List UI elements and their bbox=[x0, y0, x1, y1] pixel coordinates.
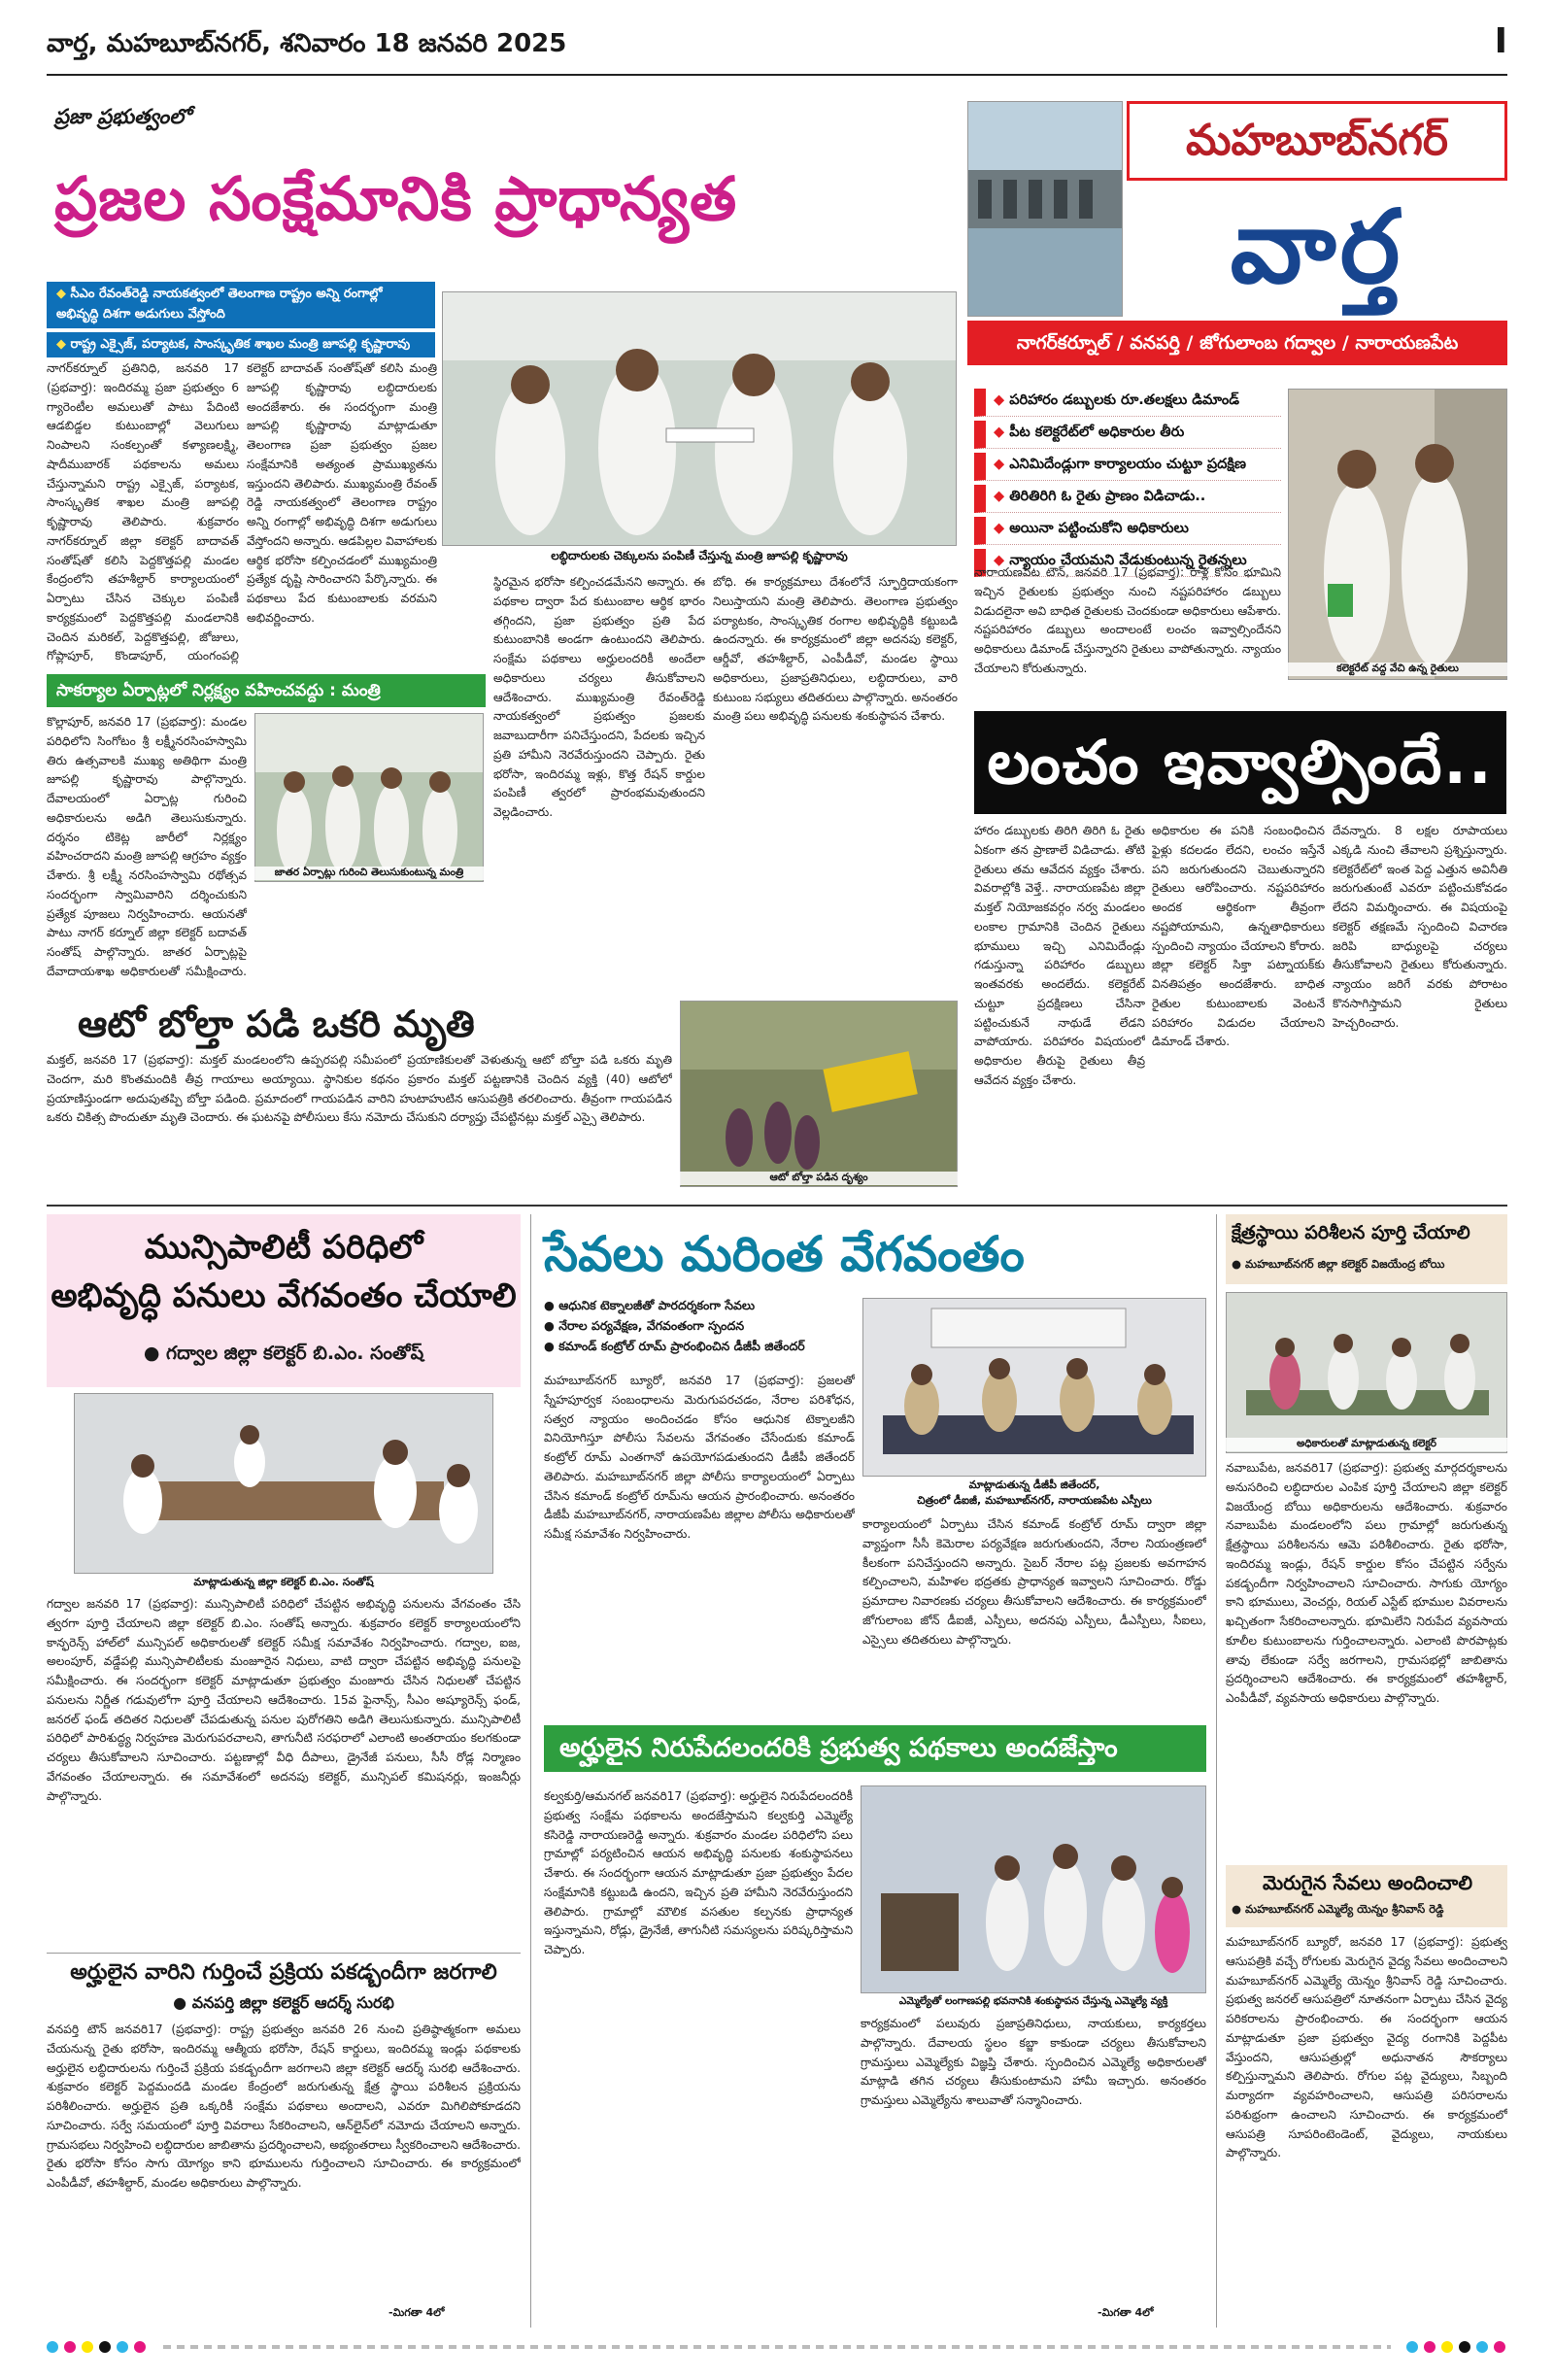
municipal-headline-2: అభివృద్ధి పనులు వేగవంతం చేయాలి bbox=[51, 1276, 517, 1315]
bribe-body-col1: హారం డబ్బులకు తిరిగి తిరిగి ఓ రైతు ఏకంగా తన ప్రాణాలే విడిచాడు. తోటి రైతులు తమ ఆవేదన వ్యక్తం చేశారు. వివరాల్లోకి వెళ్తే.. నారాయణపేట జిల్లా మక్తల్ నియోజకవర్గం నర్వ మండలం లంకాల గ్రామానికి చెందిన రైతులు భూములు ఇచ్చి ఎనిమిదేండ్లు గడుస్తున్నా పరిహారం డబ్బులు ఇంతవరకు అందలేదు. కలెక్టరేట్ చుట్టూ ప్రదక్షిణలు చేసినా పట్టించుకునే నాథుడే లేడని వాపోయారు. పరిహారం విషయంలో అధికారుల తీరుపై రైతులు తీవ్ర ఆవేదన వ్యక్తం చేశారు. bbox=[974, 824, 1145, 1087]
eligible-headline: అర్హులైన వారిని గుర్తించే ప్రక్రియ పకడ్బందీగా జరగాలి bbox=[70, 1960, 497, 1985]
lead-kicker: ప్రజా ప్రభుత్వంలో bbox=[54, 105, 190, 128]
bribe-point: ◆ పీట కలెక్టరేట్‌లో అధికారుల తీరు bbox=[974, 421, 1281, 449]
municipal-head-panel bbox=[47, 1214, 521, 1387]
bribe-body-top: నారాయణపేట టౌన్, జనవరి 17 (ప్రభవార్త): రాళ్ల కోసం భూమిని ఇచ్చిన రైతులకు ప్రభుత్వం నుంచి నష్టపరిహారం డబ్బులు విడుదలైనా అవి బాధిత రైతులకు చెందకుండా అధికారులు ఆపేశారు. నష్టపరిహారం డబ్బులు అందాలంటే లంచం ఇవ్వాల్సిందేనని అధికారులు డిమాండ్ చేస్తున్నారని రైతులు వాపోతున్నారు. న్యాయం చేయాలని కోరుతున్నారు. bbox=[974, 565, 1281, 675]
municipal-photo-image bbox=[75, 1394, 493, 1574]
sankranti-headline: సాకర్యాల ఏర్పాట్లలో నిర్లక్ష్యం వహించవద్దు : మంత్రి bbox=[47, 674, 486, 707]
sankranti-photo-image bbox=[255, 714, 484, 882]
color-dot bbox=[99, 2341, 111, 2353]
bribe-body-col2: అధికారుల ఈ పనికి సంబంధించిన ఫైళ్లు కదలడం లేదని, లంచం ఇస్తేనే పని జరుగుతుందని చెబుతున్నారని రైతులు ఆరోపించారు. నష్టపరిహారం అందక ఆర్థికంగా తీవ్రంగా నష్టపోయామని, ఉన్నతాధికారులు స్పందించి న్యాయం చేయాలని కోరారు. జిల్లా కలెక్టర్ సిక్తా పట్నాయక్‌కు వినతిపత్రం అందజేశారు. బాధిత రైతుల కుటుంబాలకు వెంటనే పరిహారం విడుదల చేయాలని డిమాండ్ చేశారు. bbox=[1152, 824, 1325, 1049]
section-divider bbox=[47, 1205, 1507, 1207]
field-body: నవాబుపేట, జనవరి17 (ప్రభవార్త): ప్రభుత్వ మార్గదర్శకాలను అనుసరించి లబ్ధిదారుల ఎంపిక పూర్తి చేయాలని జిల్లా కలెక్టర్ విజయేంద్ర బోయి అధికారులను ఆదేశించారు. శుక్రవారం నవాబుపేట మండలంలోని పలు గ్రామాల్లో జరుగుతున్న క్షేత్రస్థాయి పరిశీలనను ఆమె పరిశీలించారు. రైతు భరోసా, ఇందిరమ్మ ఇండ్లు, రేషన్ కార్డుల కోసం చేపట్టిన సర్వేను పకడ్బందీగా నిర్వహించాలని సూచించారు. సాగుకు యోగ్యం కాని భూములు, వెంచర్లు, రియల్ ఎస్టేట్ భూముల వివరాలను ఖచ్చితంగా సేకరించాలన్నారు. భూమిలేని నిరుపేద వ్యవసాయ కూలీల కుటుంబాలను గుర్తించాలన్నారు. ఎలాంటి పొరపాట్లకు తావు లేకుండా సర్వే జరగాలని, గ్రామసభల్లో జాబితాను ప్రదర్శించాలని ఆదేశించారు. ఈ కార్యక్రమంలో తహశీల్దార్, ఎంపీడీవో, వ్యవసాయ అధికారులు పాల్గొన్నారు. bbox=[1226, 1461, 1507, 1706]
bribe-body-col3: దేవన్నారు. 8 లక్షల రూపాయలు ఎక్కడి నుంచి తేవాలని ప్రశ్నిస్తున్నారు. కలెక్టరేట్‌లో ఇంత పెద్ద ఎత్తున అవినీతి జరుగుతుంటే ఎవరూ పట్టించుకోవడం లేదని విమర్శించారు. ఈ విషయంపై కలెక్టర్ తక్షణమే స్పందించి విచారణ జరిపి బాధ్యులపై చర్యలు తీసుకోవాలని రైతులు కోరుతున్నారు. న్యాయం జరిగే వరకు పోరాటం కొనసాగిస్తామని రైతులు హెచ్చరించారు. bbox=[1333, 824, 1507, 1030]
registration-strip bbox=[163, 2345, 1391, 2349]
lead-body-col2: కలెక్టర్ బాదావత్ సంతోష్‌తో కలిసి మంత్రి జూపల్లి కృష్ణారావు లబ్ధిదారులకు అందజేశారు. ఈ సందర్భంగా మంత్రి జూపల్లి కృష్ణారావు మాట్లాడుతూ తెలంగాణ ప్రజా ప్రభుత్వం ప్రజల సంక్షేమానికి అత్యంత ప్రాముఖ్యతను ఇస్తుందని తెలిపారు. ముఖ్యమంత్రి రేవంత్ రెడ్డి నాయకత్వంలో తెలంగాణ రాష్ట్రం అన్ని రంగాల్లో అభివృద్ధి దిశగా అడుగులు వేస్తోందని అన్నారు. ఆడపిల్లల వివాహాలకు ఆర్థిక భరోసా కల్పించడంలో ముఖ్యమంత్రి ప్రత్యేక దృష్టి సారించారని పేర్కొన్నారు. ఈ పథకాలు పేద కుటుంబాలకు వరమని అభివర్ణించారు. bbox=[247, 361, 437, 625]
lead-body-col1: నాగర్‌కర్నూల్ ప్రతినిధి, జనవరి 17 (ప్రభవార్త): ఇందిరమ్మ ప్రజా ప్రభుత్వం 6 గ్యారెంటీల అమలుతో పాటు పేదింటి ఆడబిడ్డల కుటుంబాల్లో వెలుగులు నింపాలని సంకల్పంతో కళ్యాణలక్ష్మి, షాదీముబారక్ పథకాలను అమలు చేస్తున్నామని రాష్ట్ర ఎక్సైజ్, పర్యాటక, సాంస్కృతిక శాఖల మంత్రి జూపల్లి కృష్ణారావు తెలిపారు. శుక్రవారం నాగర్‌కర్నూల్ జిల్లా కలెక్టర్ బాదావత్ సంతోష్‌తో కలిసి పెద్దకొత్తపల్లి మండల కేంద్రంలోని తహశీల్దార్ కార్యాలయంలో ఏర్పాటు చేసిన చెక్కుల పంపిణీ కార్యక్రమంలో పెద్దకొత్తపల్లి మండలానికి చెందిన మరికల్, పెద్దకొత్తపల్లి, జోజులు, గోప్లాపూర్, కొండాపూర్, యంగంపల్లి bbox=[47, 361, 239, 663]
schemes-headline: అర్హులైన నిరుపేదలందరికి ప్రభుత్వ పథకాలు అందజేస్తాం bbox=[544, 1725, 1206, 1772]
sankranti-body: కొల్లాపూర్, జనవరి 17 (ప్రభవార్త): మండల పరిధిలోని సింగోటం శ్రీ లక్ష్మీనరసింహస్వామి తిరు ఉత్సవాలకి ముఖ్య అతిథిగా మంత్రి జూపల్లి కృష్ణారావు పాల్గొన్నారు. దేవాలయంలో ఏర్పాట్ల గురించి అధికారులను అడిగి తెలుసుకున్నారు. దర్శనం టికెట్ల జారీలో నిర్లక్ష్యం వహించరాదని మంత్రి జూపల్లి ఆగ్రహం వ్యక్తం చేశారు. శ్రీ లక్ష్మీ నరసింహస్వామి రథోత్సవ సందర్భంగా స్వామివారిని దర్శించుకుని ప్రత్యేక పూజలు నిర్వహించారు. ఆయనతో పాటు నాగర్ కర్నూల్ జిల్లా కలెక్టర్ బదావత్ సంతోష్ పాల్గొన్నారు. జాతర ఏర్పాట్లపై దేవాదాయశాఖ అధికారులతో సమీక్షించారు. bbox=[47, 715, 247, 978]
bribe-point: ◆ తిరితిరిగి ఓ రైతు ప్రాణం విడిచాడు.. bbox=[974, 485, 1281, 513]
better-byline: ● మహబూబ్‌నగర్ ఎమ్మెల్యే యెన్నం శ్రీనివాస్ రెడ్డి bbox=[1232, 1902, 1503, 1919]
lead-photo-image bbox=[443, 292, 957, 546]
auto-photo bbox=[680, 1001, 958, 1187]
divider bbox=[47, 1953, 521, 1954]
schemes-continued: -మిగతా 4లో bbox=[1098, 2306, 1154, 2319]
eligible-byline: ● వనపర్తి జిల్లా కలెక్టర్ ఆదర్శ్ సురభి bbox=[47, 1993, 521, 2016]
edition-title: మహబూబ్‌నగర్ bbox=[1127, 101, 1507, 181]
schemes-photo bbox=[861, 1785, 1206, 1993]
color-dot bbox=[1424, 2341, 1436, 2353]
dam-photo bbox=[967, 101, 1123, 317]
column-divider bbox=[530, 1214, 531, 2328]
schemes-photo-image bbox=[861, 1786, 1206, 1993]
municipal-byline: ● గద్వాల జిల్లా కలెక్టర్ బి.ఎం. సంతోష్ bbox=[47, 1343, 521, 1369]
services-headline: సేవలు మరింత వేగవంతం bbox=[544, 1226, 1025, 1282]
services-body-col2: కార్యాలయంలో ఏర్పాటు చేసిన కమాండ్ కంట్రోల్ రూమ్ ద్వారా జిల్లా వ్యాప్తంగా సీసీ కెమెరాల పర్యవేక్షణ జరుగుతుందని, నేరాల నియంత్రణలో కీలకంగా పనిచేస్తుందని అన్నారు. సైబర్ నేరాల పట్ల ప్రజలకు అవగాహన కల్పించాలని, మహిళల భద్రతకు ప్రాధాన్యత ఇవ్వాలని సూచించారు. రోడ్డు ప్రమాదాల నివారణకు చర్యలు తీసుకోవాలని ఆదేశించారు. ఈ కార్యక్రమంలో జోగులాంబ జోన్ డీఐజీ, ఎస్పీలు, అదనపు ఎస్పీలు, డీఎస్పీలు, సీఐలు, ఎస్సైలు తదితరులు పాల్గొన్నారు. bbox=[862, 1517, 1206, 1647]
lead-bullet: ◆ రాష్ట్ర ఎక్సైజ్, పర్యాటక, సాంస్కృతిక శాఖల మంత్రి జూపల్లి కృష్ణారావు bbox=[47, 332, 435, 358]
schemes-body-col1: కల్వకుర్తి/ఆమనగల్ జనవరి17 (ప్రభవార్త): అర్హులైన నిరుపేదలందరికీ ప్రభుత్వ సంక్షేమ పథకాలను అందజేస్తామని కల్వకుర్తి ఎమ్మెల్యే కసిరెడ్డి నారాయణరెడ్డి అన్నారు. శుక్రవారం మండల పరిధిలోని పలు గ్రామాల్లో పర్యటించిన ఆయన అభివృద్ధి పనులకు శంకుస్థాపనలు చేశారు. ఈ సందర్భంగా ఆయన మాట్లాడుతూ ప్రజా ప్రభుత్వం పేదల సంక్షేమానికి కట్టుబడి ఉందని, ఇచ్చిన ప్రతి హామీని నెరవేరుస్తుందని తెలిపారు. గ్రామాల్లో మౌలిక వసతుల కల్పనకు ప్రాధాన్యత ఇస్తున్నామని, రోడ్లు, డ్రైనేజీ, తాగునీటి సమస్యలను పరిష్కరిస్తామని చెప్పారు. bbox=[544, 1789, 853, 1957]
auto-photo-caption: ఆటో బోల్తా పడిన దృశ్యం bbox=[680, 1172, 958, 1185]
schemes-body-col2: కార్యక్రమంలో పలువురు ప్రజాప్రతినిధులు, నాయకులు, కార్యకర్తలు పాల్గొన్నారు. దేవాలయ స్థలం కబ్జా కాకుండా చర్యలు తీసుకోవాలని గ్రామస్తులు ఎమ్మెల్యేకు విజ్ఞప్తి చేశారు. స్పందించిన ఎమ్మెల్యే అధికారులతో మాట్లాడి తగిన చర్యలు తీసుకుంటామని హామీ ఇచ్చారు. అనంతరం గ్రామస్తులు ఎమ్మెల్యేను శాలువాతో సన్మానించారు. bbox=[861, 2017, 1206, 2108]
sankranti-photo-caption: జాతర ఏర్పాట్లు గురించి తెలుసుకుంటున్న మంత్రి bbox=[254, 867, 484, 880]
auto-headline: ఆటో బోల్తా పడి ఒకరి మృతి bbox=[78, 1003, 475, 1045]
sankranti-photo bbox=[254, 713, 484, 882]
color-dot bbox=[1441, 2341, 1453, 2353]
color-dot bbox=[134, 2341, 146, 2353]
municipal-photo-caption: మాట్లాడుతున్న జిల్లా కలెక్టర్ బి.ఎం. సంతోష్ bbox=[193, 1576, 374, 1588]
color-dot bbox=[64, 2341, 76, 2353]
masthead bbox=[47, 19, 1507, 76]
services-bullet: ● కమాండ్ కంట్రోల్ రూమ్ ప్రారంభించిన డీజీపీ జితేందర్ bbox=[544, 1339, 855, 1357]
edition-districts: నాగర్‌కర్నూల్ / వనపర్తి / జోగులాంబ గద్వాల / నారాయణపేట bbox=[967, 321, 1507, 365]
farmers-photo bbox=[1288, 389, 1507, 680]
color-dot bbox=[1494, 2341, 1505, 2353]
better-head-panel bbox=[1226, 1865, 1507, 1927]
lead-body-col4: బోధి. ఈ కార్యక్రమాలు దేశంలోనే స్ఫూర్తిదాయకంగా నిలుస్తాయని మంత్రి తెలిపారు. తెలంగాణ ప్రభుత్వం పర్యాటకం, సాంస్కృతిక రంగాల అభివృద్ధికి కట్టుబడి ఉందన్నారు. ఈ కార్యక్రమంలో జిల్లా అదనపు కలెక్టర్, ఆర్డీవో, తహశీల్దార్, ఎంపీడీవో, మండల స్థాయి అధికారులు, ప్రజాప్రతినిధులు, లబ్ధిదారులు, వారి కుటుంబ సభ్యులు తదితరులు పాల్గొన్నారు. అనంతరం మంత్రి పలు అభివృద్ధి పనులకు శంకుస్థాపన చేశారు. bbox=[713, 575, 958, 724]
lead-photo bbox=[442, 291, 957, 546]
bribe-banner: లంచం ఇవ్వాల్సిందే.. bbox=[974, 711, 1506, 814]
field-byline: ● మహబూబ్‌నగర్ జిల్లా కలెక్టర్ విజయేంద్ర బోయి bbox=[1232, 1257, 1503, 1274]
services-body-col1: మహబూబ్‌నగర్ బ్యూరో, జనవరి 17 (ప్రభవార్త): ప్రజలతో స్నేహపూర్వక సంబంధాలను మెరుగుపరచడం, నేరాల పరిశోధన, సత్వర న్యాయం అందించడం కోసం ఆధునిక టెక్నాలజీని వినియోగిస్తూ పోలీసు సేవలను వేగవంతం చేసేందుకు కమాండ్ కంట్రోల్ రూమ్ ఎంతగానో ఉపయోగపడుతుందని డీజీపీ జితేందర్ తెలిపారు. మహబూబ్‌నగర్ జిల్లా పోలీసు కార్యాలయంలో ఏర్పాటు చేసిన కమాండ్ కంట్రోల్ రూమ్‌ను ఆయన ప్రారంభించారు. అనంతరం డీజీపీ మహబూబ్‌నగర్, నారాయణపేట జిల్లాల పోలీసు అధికారులతో సమీక్ష సమావేశం నిర్వహించారు. bbox=[544, 1374, 855, 1542]
page-mark: I bbox=[1494, 21, 1507, 61]
color-dot bbox=[1459, 2341, 1470, 2353]
field-headline: క్షేత్రస్థాయి పరిశీలన పూర్తి చేయాలి bbox=[1232, 1222, 1470, 1243]
eligible-continued: -మిగతా 4లో bbox=[388, 2306, 445, 2319]
varta-logo: వార్త bbox=[1230, 187, 1404, 306]
services-bullets bbox=[544, 1298, 855, 1357]
better-body: మహబూబ్‌నగర్ బ్యూరో, జనవరి 17 (ప్రభవార్త): ప్రభుత్వ ఆసుపత్రికి వచ్చే రోగులకు మెరుగైన వైద్య సేవలు అందించాలని మహబూబ్‌నగర్ ఎమ్మెల్యే యెన్నం శ్రీనివాస్ రెడ్డి సూచించారు. ప్రభుత్వ జనరల్ ఆసుపత్రిలో నూతనంగా ఏర్పాటు చేసిన వైద్య పరికరాలను ప్రారంభించారు. ఈ సందర్భంగా ఆయన మాట్లాడుతూ ప్రజా ప్రభుత్వం వైద్య రంగానికి పెద్దపీట వేస్తుందని, ఆసుపత్రుల్లో అధునాతన సౌకర్యాలు కల్పిస్తున్నామని తెలిపారు. రోగుల పట్ల వైద్యులు, సిబ్బంది మర్యాదగా వ్యవహరించాలని, ఆసుపత్రి పరిసరాలను పరిశుభ్రంగా ఉంచాలని సూచించారు. ఈ కార్యక్రమంలో ఆసుపత్రి సూపరింటెండెంట్, వైద్యులు, నాయకులు పాల్గొన్నారు. bbox=[1226, 1935, 1507, 2160]
field-photo-caption: అధికారులతో మాట్లాడుతున్న కలెక్టర్ bbox=[1226, 1438, 1507, 1451]
schemes-photo-caption: ఎమ్మెల్యేతో లంగాణపల్లి భవనానికి శంకుస్థాపన చేస్తున్న ఎమ్మెల్యే వ్యక్తి bbox=[898, 1995, 1168, 2007]
services-photo bbox=[862, 1298, 1206, 1477]
edition-block bbox=[967, 101, 1507, 375]
field-head-panel bbox=[1226, 1214, 1507, 1284]
services-photo-caption-2: చిత్రంలో డీఐజీ, మహబూబ్‌నగర్, నారాయణపేట ఎస్పీలు bbox=[917, 1494, 1152, 1507]
auto-photo-image bbox=[681, 1002, 958, 1187]
bribe-points bbox=[974, 389, 1281, 581]
field-photo bbox=[1226, 1292, 1507, 1453]
auto-body: మక్తల్, జనవరి 17 (ప్రభవార్త): మక్తల్ మండలంలోని ఉప్పరపల్లి సమీపంలో ప్రయాణికులతో వెళుతున్న ఆటో బోల్తా పడి ఒకరు మృతి చెందగా, మరి కొంతమందికి తీవ్ర గాయాలు అయ్యాయి. స్థానికుల కథనం ప్రకారం మక్తల్ పట్టణానికి చెందిన వ్యక్తి (40) ఆటోలో ప్రయాణిస్తుండగా అదుపుతప్పి బోల్తా పడింది. ప్రమాదంలో గాయపడిన వారిని హుటాహుటిన ఆసుపత్రికి తరలించారు. తీవ్రంగా గాయపడిన ఒకరు చికిత్స పొందుతూ మృతి చెందారు. ఈ ఘటనపై పోలీసులు కేసు నమోదు చేసుకుని దర్యాప్తు చేపట్టినట్లు మక్తల్ ఎస్సై తెలిపారు. bbox=[47, 1053, 672, 1125]
lead-body-col3: స్థిరమైన భరోసా కల్పించడమేనని అన్నారు. ఈ పథకాల ద్వారా పేద కుటుంబాల ఆర్థిక భారం తగ్గిందని, ప్రజా ప్రభుత్వం ప్రతి పేద కుటుంబానికి అండగా ఉంటుందని తెలిపారు. సంక్షేమ పథకాలు అర్హులందరికీ అందేలా అధికారులు చర్యలు తీసుకోవాలని ఆదేశించారు. ముఖ్యమంత్రి రేవంత్‌రెడ్డి నాయకత్వంలో ప్రభుత్వం ప్రజలకు జవాబుదారీగా పనిచేస్తుందని, పేదలకు ఇచ్చిన ప్రతి హామీని నెరవేరుస్తుందని చెప్పారు. రైతు భరోసా, ఇందిరమ్మ ఇళ్లు, కొత్త రేషన్ కార్డుల పంపిణీ త్వరలో ప్రారంభమవుతుందని వెల్లడించారు. bbox=[493, 575, 705, 820]
eligible-body: వనపర్తి టౌన్ జనవరి17 (ప్రభవార్త): రాష్ట్ర ప్రభుత్వం జనవరి 26 నుంచి ప్రతిష్ఠాత్మకంగా అమలు చేయనున్న రైతు భరోసా, ఇందిరమ్మ ఆత్మీయ భరోసా, రేషన్ కార్డులు, ఇందిరమ్మ ఇండ్లు పథకాలకు అర్హులైన లబ్ధిదారులను గుర్తించే ప్రక్రియ పకడ్బందీగా జరగాలని జిల్లా కలెక్టర్ ఆదర్శ్ సురభి ఆదేశించారు. శుక్రవారం కలెక్టర్ పెద్దమందడి మండల కేంద్రంలో జరుగుతున్న క్షేత్ర స్థాయి పరిశీలన ప్రక్రియను పరిశీలించారు. అర్హులైన ప్రతి ఒక్కరికీ సంక్షేమ పథకాలు అందాలని, ఎవరూ మిగిలిపోకూడదని సూచించారు. సర్వే సమయంలో పూర్తి వివరాలు సేకరించాలని, ఆన్‌లైన్‌లో నమోదు చేయాలని అన్నారు. గ్రామసభలు నిర్వహించి లబ్ధిదారుల జాబితాను ప్రదర్శించాలని, అభ్యంతరాలు స్వీకరించాలని ఆదేశించారు. రైతు భరోసా కోసం సాగు యోగ్యం కాని భూములను గుర్తించాలని సూచించారు. ఈ కార్యక్రమంలో ఎంపీడీవో, తహశీల్దార్, మండల అధికారులు పాల్గొన్నారు. bbox=[47, 2023, 521, 2191]
color-dot bbox=[117, 2341, 128, 2353]
color-dot bbox=[1476, 2341, 1488, 2353]
municipal-photo bbox=[74, 1393, 493, 1574]
color-dot bbox=[47, 2341, 58, 2353]
bribe-point: ◆ ఎనిమిదేండ్లుగా కార్యాలయం చుట్టూ ప్రదక్షిణ bbox=[974, 453, 1281, 481]
services-photo-caption-1: మాట్లాడుతున్న డీజీపీ జితేందర్, bbox=[968, 1479, 1100, 1491]
print-color-bar bbox=[47, 2341, 1507, 2357]
color-dot bbox=[1406, 2341, 1418, 2353]
bribe-point: ◆ అయినా పట్టించుకోని అధికారులు bbox=[974, 517, 1281, 545]
services-bullet: ● ఆధునిక టెక్నాలజీతో పారదర్శకంగా సేవలు bbox=[544, 1298, 855, 1316]
lead-bullets bbox=[47, 282, 435, 357]
municipal-body: గద్వాల జనవరి 17 (ప్రభవార్త): మున్సిపాలిటీ పరిధిలో చేపట్టిన అభివృద్ధి పనులను వేగవంతం చేసి త్వరగా పూర్తి చేయాలని జిల్లా కలెక్టర్ బి.ఎం. సంతోష్ అన్నారు. శుక్రవారం కలెక్టర్ కార్యాలయంలోని కాన్ఫరెన్స్ హాల్‌లో మున్సిపల్ అధికారులతో కలెక్టర్ సమీక్ష సమావేశం నిర్వహించారు. గద్వాల, ఐజ, అలంపూర్, వడ్డేపల్లి మున్సిపాలిటీలకు మంజూరైన నిధులు, వాటి ద్వారా చేపట్టిన అభివృద్ధి పనులపై సమీక్షించారు. ఈ సందర్భంగా కలెక్టర్ మాట్లాడుతూ ప్రభుత్వం మంజూరు చేసిన నిధులతో చేపట్టిన పనులను నిర్ణీత గడువులోగా పూర్తి చేయాలని ఆదేశించారు. 15వ ఫైనాన్స్, సీఎం అష్యూరెన్స్ ఫండ్, జనరల్ ఫండ్ తదితర నిధులతో చేపడుతున్న పనుల పురోగతిని అడిగి తెలుసుకున్నారు. మున్సిపాలిటీ పరిధిలో పారిశుద్ధ్య నిర్వహణ మెరుగుపరచాలని, తాగునీటి సరఫరాలో ఎలాంటి అంతరాయం కలగకుండా చర్యలు తీసుకోవాలని సూచించారు. పట్టణాల్లో వీధి దీపాలు, డ్రైనేజీ పనులు, సీసీ రోడ్ల నిర్మాణం వేగవంతం చేయాలన్నారు. ఈ సమావేశంలో అదనపు కలెక్టర్, మున్సిపల్ కమిషనర్లు, ఇంజనీర్లు పాల్గొన్నారు. bbox=[47, 1597, 521, 1803]
better-headline: మెరుగైన సేవలు అందించాలి bbox=[1262, 1871, 1473, 1894]
lead-bullet: ◆ సీఎం రేవంత్‌రెడ్డి నాయకత్వంలో తెలంగాణ రాష్ట్రం అన్ని రంగాల్లో అభివృద్ధి దిశగా అడుగులు వేస్తోంది bbox=[47, 282, 435, 328]
dam-photo-image bbox=[968, 102, 1123, 317]
services-bullet: ● నేరాల పర్యవేక్షణ, వేగవంతంగా స్పందన bbox=[544, 1318, 855, 1337]
farmers-photo-caption: కలెక్టరేట్ వద్ద వేచి ఉన్న రైతులు bbox=[1288, 663, 1507, 676]
color-dot bbox=[82, 2341, 93, 2353]
lead-headline: ప్రజల సంక్షేమానికి ప్రాధాన్యత bbox=[54, 163, 738, 234]
farmers-photo-image bbox=[1289, 390, 1507, 680]
services-photo-image bbox=[863, 1299, 1206, 1477]
bribe-point: ◆ పరిహారం డబ్బులకు రూ.తలక్షలు డిమాండ్ bbox=[974, 389, 1281, 417]
field-photo-image bbox=[1227, 1293, 1507, 1453]
bribe-point: ◆ న్యాయం చేయమని వేడుకుంటున్న రైతన్నలు bbox=[974, 549, 1281, 577]
dateline: వార్త, మహబూబ్‌నగర్, శనివారం 18 జనవరి 2025 bbox=[47, 29, 567, 58]
column-divider bbox=[1216, 1214, 1217, 2328]
municipal-headline-1: మున్సిపాలిటీ పరిధిలో bbox=[144, 1228, 423, 1267]
lead-photo-caption: లబ్ధిదారులకు చెక్కులను పంపిణీ చేస్తున్న మంత్రి జూపల్లి కృష్ణారావు bbox=[551, 549, 848, 562]
